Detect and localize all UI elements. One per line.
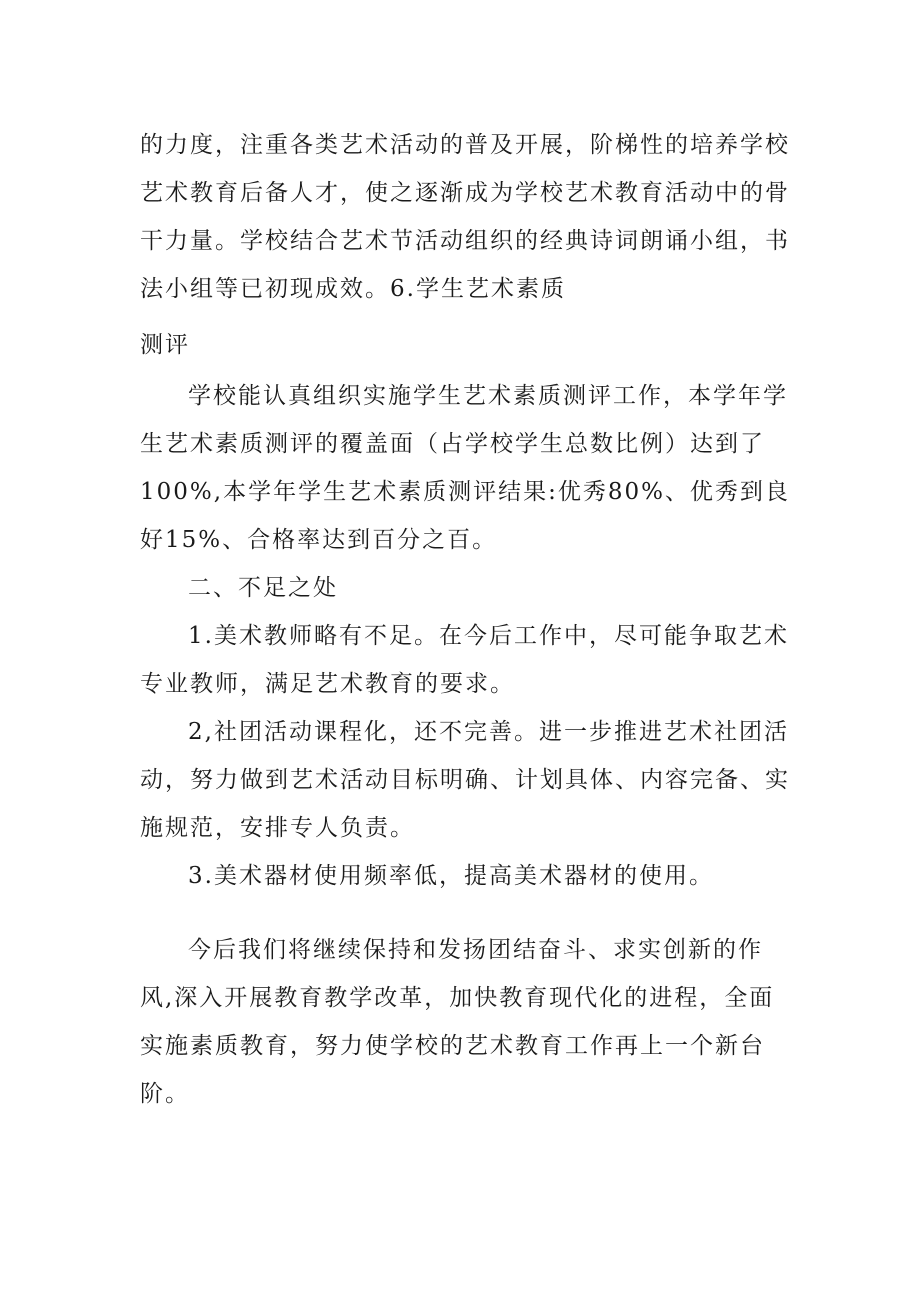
paragraph-heading-continuation: 测评 [140,332,190,358]
paragraph-conclusion: 今后我们将继续保持和发扬团结奋斗、求实创新的作风,深入开展教育教学改革，加快教育现代化的进程，全面实施素质教育，努力使学校的艺术教育工作再上一个新台阶。 [140,937,775,1107]
paragraph-art-activities: 的力度，注重各类艺术活动的普及开展，阶梯性的培养学校艺术教育后备人才，使之逐渐成为学校艺术教育活动中的骨干力量。学校结合艺术节活动组织的经典诗词朗诵小组，书法小组等已初现成效。6.学生艺术素质 [140,132,790,302]
paragraph-assessment: 学校能认真组织实施学生艺术素质测评工作，本学年学生艺术素质测评的覆盖面（占学校学生总数比例）达到了100%,本学年学生艺术素质测评结果:优秀80%、优秀到良好15%、合格率达到百分之百。 [140,383,790,553]
section-heading-shortcomings: 二、不足之处 [188,575,338,601]
paragraph-shortcoming-2: 2,社团活动课程化，还不完善。进一步推进艺术社团活动，努力做到艺术活动目标明确、计划具体、内容完备、实施规范，安排专人负责。 [140,719,790,841]
paragraph-shortcoming-1: 1.美术教师略有不足。在今后工作中，尽可能争取艺术专业教师，满足艺术教育的要求。 [140,623,789,697]
paragraph-shortcoming-3: 3.美术器材使用频率低，提高美术器材的使用。 [188,863,714,889]
